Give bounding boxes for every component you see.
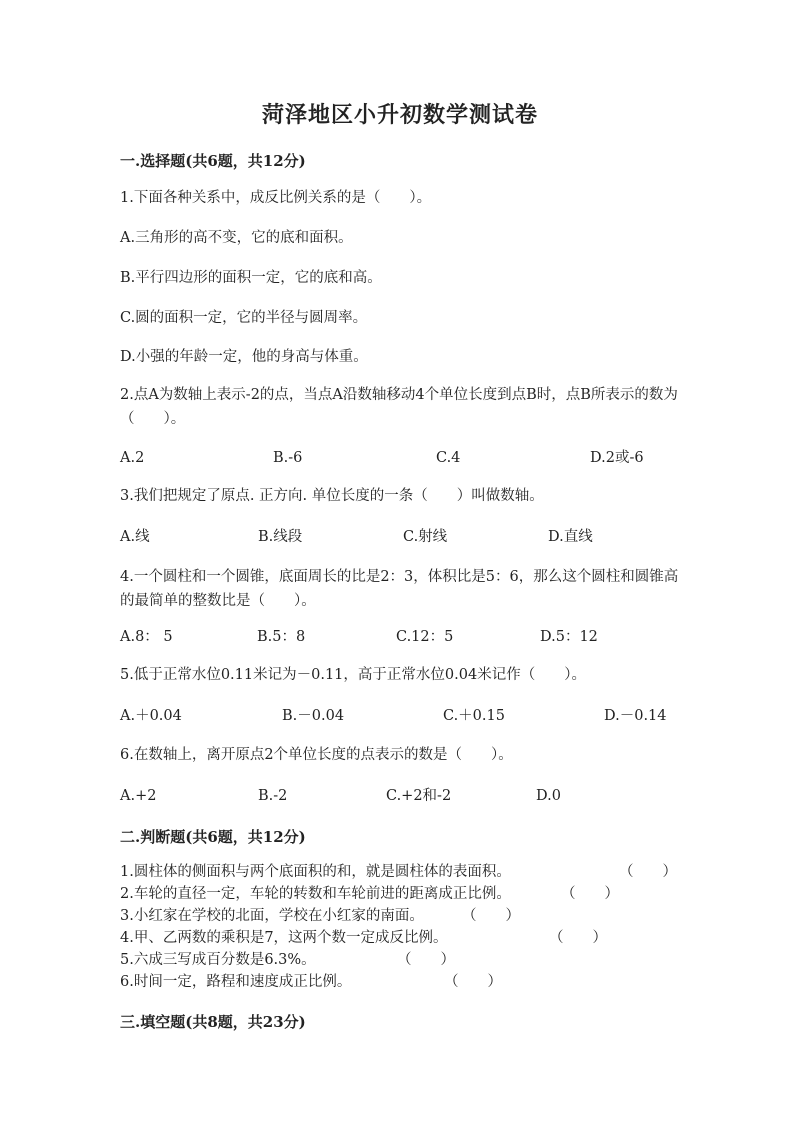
answer-paren-6: （ ）	[444, 974, 502, 990]
answer-paren-1: （ ）	[619, 864, 677, 880]
option-4-d: D.5：12	[540, 629, 598, 645]
option-3-b: B.线段	[258, 529, 303, 545]
section-heading-choice: 一.选择题(共6题，共12分)	[120, 152, 306, 170]
option-4-b: B.5：8	[257, 629, 306, 645]
option-3-c: C.射线	[403, 529, 448, 545]
option-2-d: D.2或-6	[590, 450, 644, 466]
question-4: 4.一个圆柱和一个圆锥，底面周长的比是2：3，体积比是5：6，那么这个圆柱和圆锥高的最简单的整数比是（ ）。	[120, 569, 679, 609]
answer-paren-3: （ ）	[462, 908, 520, 924]
answer-paren-4: （ ）	[549, 930, 607, 946]
option-3-a: A.线	[120, 529, 150, 545]
option-6-c: C.+2和-2	[386, 788, 452, 804]
judge-item-1: 1.圆柱体的侧面积与两个底面积的和，就是圆柱体的表面积。	[120, 864, 511, 880]
section-heading-judge: 二.判断题(共6题，共12分)	[120, 828, 306, 846]
option-2-c: C.4	[436, 450, 461, 466]
judge-item-6: 6.时间一定，路程和速度成正比例。	[120, 974, 352, 990]
question-1: 1.下面各种关系中，成反比例关系的是（ ）。	[120, 190, 432, 206]
option-5-a: A.＋0.04	[120, 708, 182, 724]
option-1-c: C.圆的面积一定，它的半径与圆周率。	[120, 310, 368, 326]
page-title: 菏泽地区小升初数学测试卷	[261, 102, 538, 128]
judge-item-5: 5.六成三写成百分数是6.3%。	[120, 952, 316, 968]
option-2-a: A.2	[120, 450, 145, 466]
answer-paren-2: （ ）	[561, 886, 619, 902]
question-6: 6.在数轴上，离开原点2个单位长度的点表示的数是（ ）。	[120, 747, 513, 763]
option-5-b: B.－0.04	[282, 708, 345, 724]
option-4-c: C.12：5	[396, 629, 454, 645]
question-5: 5.低于正常水位0.11米记为－0.11，高于正常水位0.04米记作（ ）。	[120, 667, 586, 683]
option-2-b: B.-6	[273, 450, 303, 466]
judge-item-2: 2.车轮的直径一定，车轮的转数和车轮前进的距离成正比例。	[120, 886, 511, 902]
section-heading-fill: 三.填空题(共8题，共23分)	[120, 1013, 306, 1031]
answer-paren-5: （ ）	[397, 952, 455, 968]
option-6-a: A.+2	[120, 788, 157, 804]
option-1-b: B.平行四边形的面积一定，它的底和高。	[120, 270, 382, 286]
option-6-d: D.0	[536, 788, 561, 804]
judge-item-3: 3.小红家在学校的北面，学校在小红家的南面。	[120, 908, 424, 924]
option-5-c: C.＋0.15	[443, 708, 505, 724]
option-4-a: A.8： 5	[120, 629, 173, 645]
question-2: 2.点A为数轴上表示-2的点，当点A沿数轴移动4个单位长度到点B时，点B所表示的数为（ ）。	[120, 387, 678, 427]
option-1-a: A.三角形的高不变，它的底和面积。	[120, 230, 353, 246]
option-3-d: D.直线	[548, 529, 593, 545]
option-6-b: B.-2	[258, 788, 288, 804]
option-1-d: D.小强的年龄一定，他的身高与体重。	[120, 349, 368, 365]
question-3: 3.我们把规定了原点. 正方向. 单位长度的一条（ ）叫做数轴。	[120, 488, 544, 504]
judge-item-4: 4.甲、乙两数的乘积是7，这两个数一定成反比例。	[120, 930, 448, 946]
option-5-d: D.－0.14	[604, 708, 667, 724]
